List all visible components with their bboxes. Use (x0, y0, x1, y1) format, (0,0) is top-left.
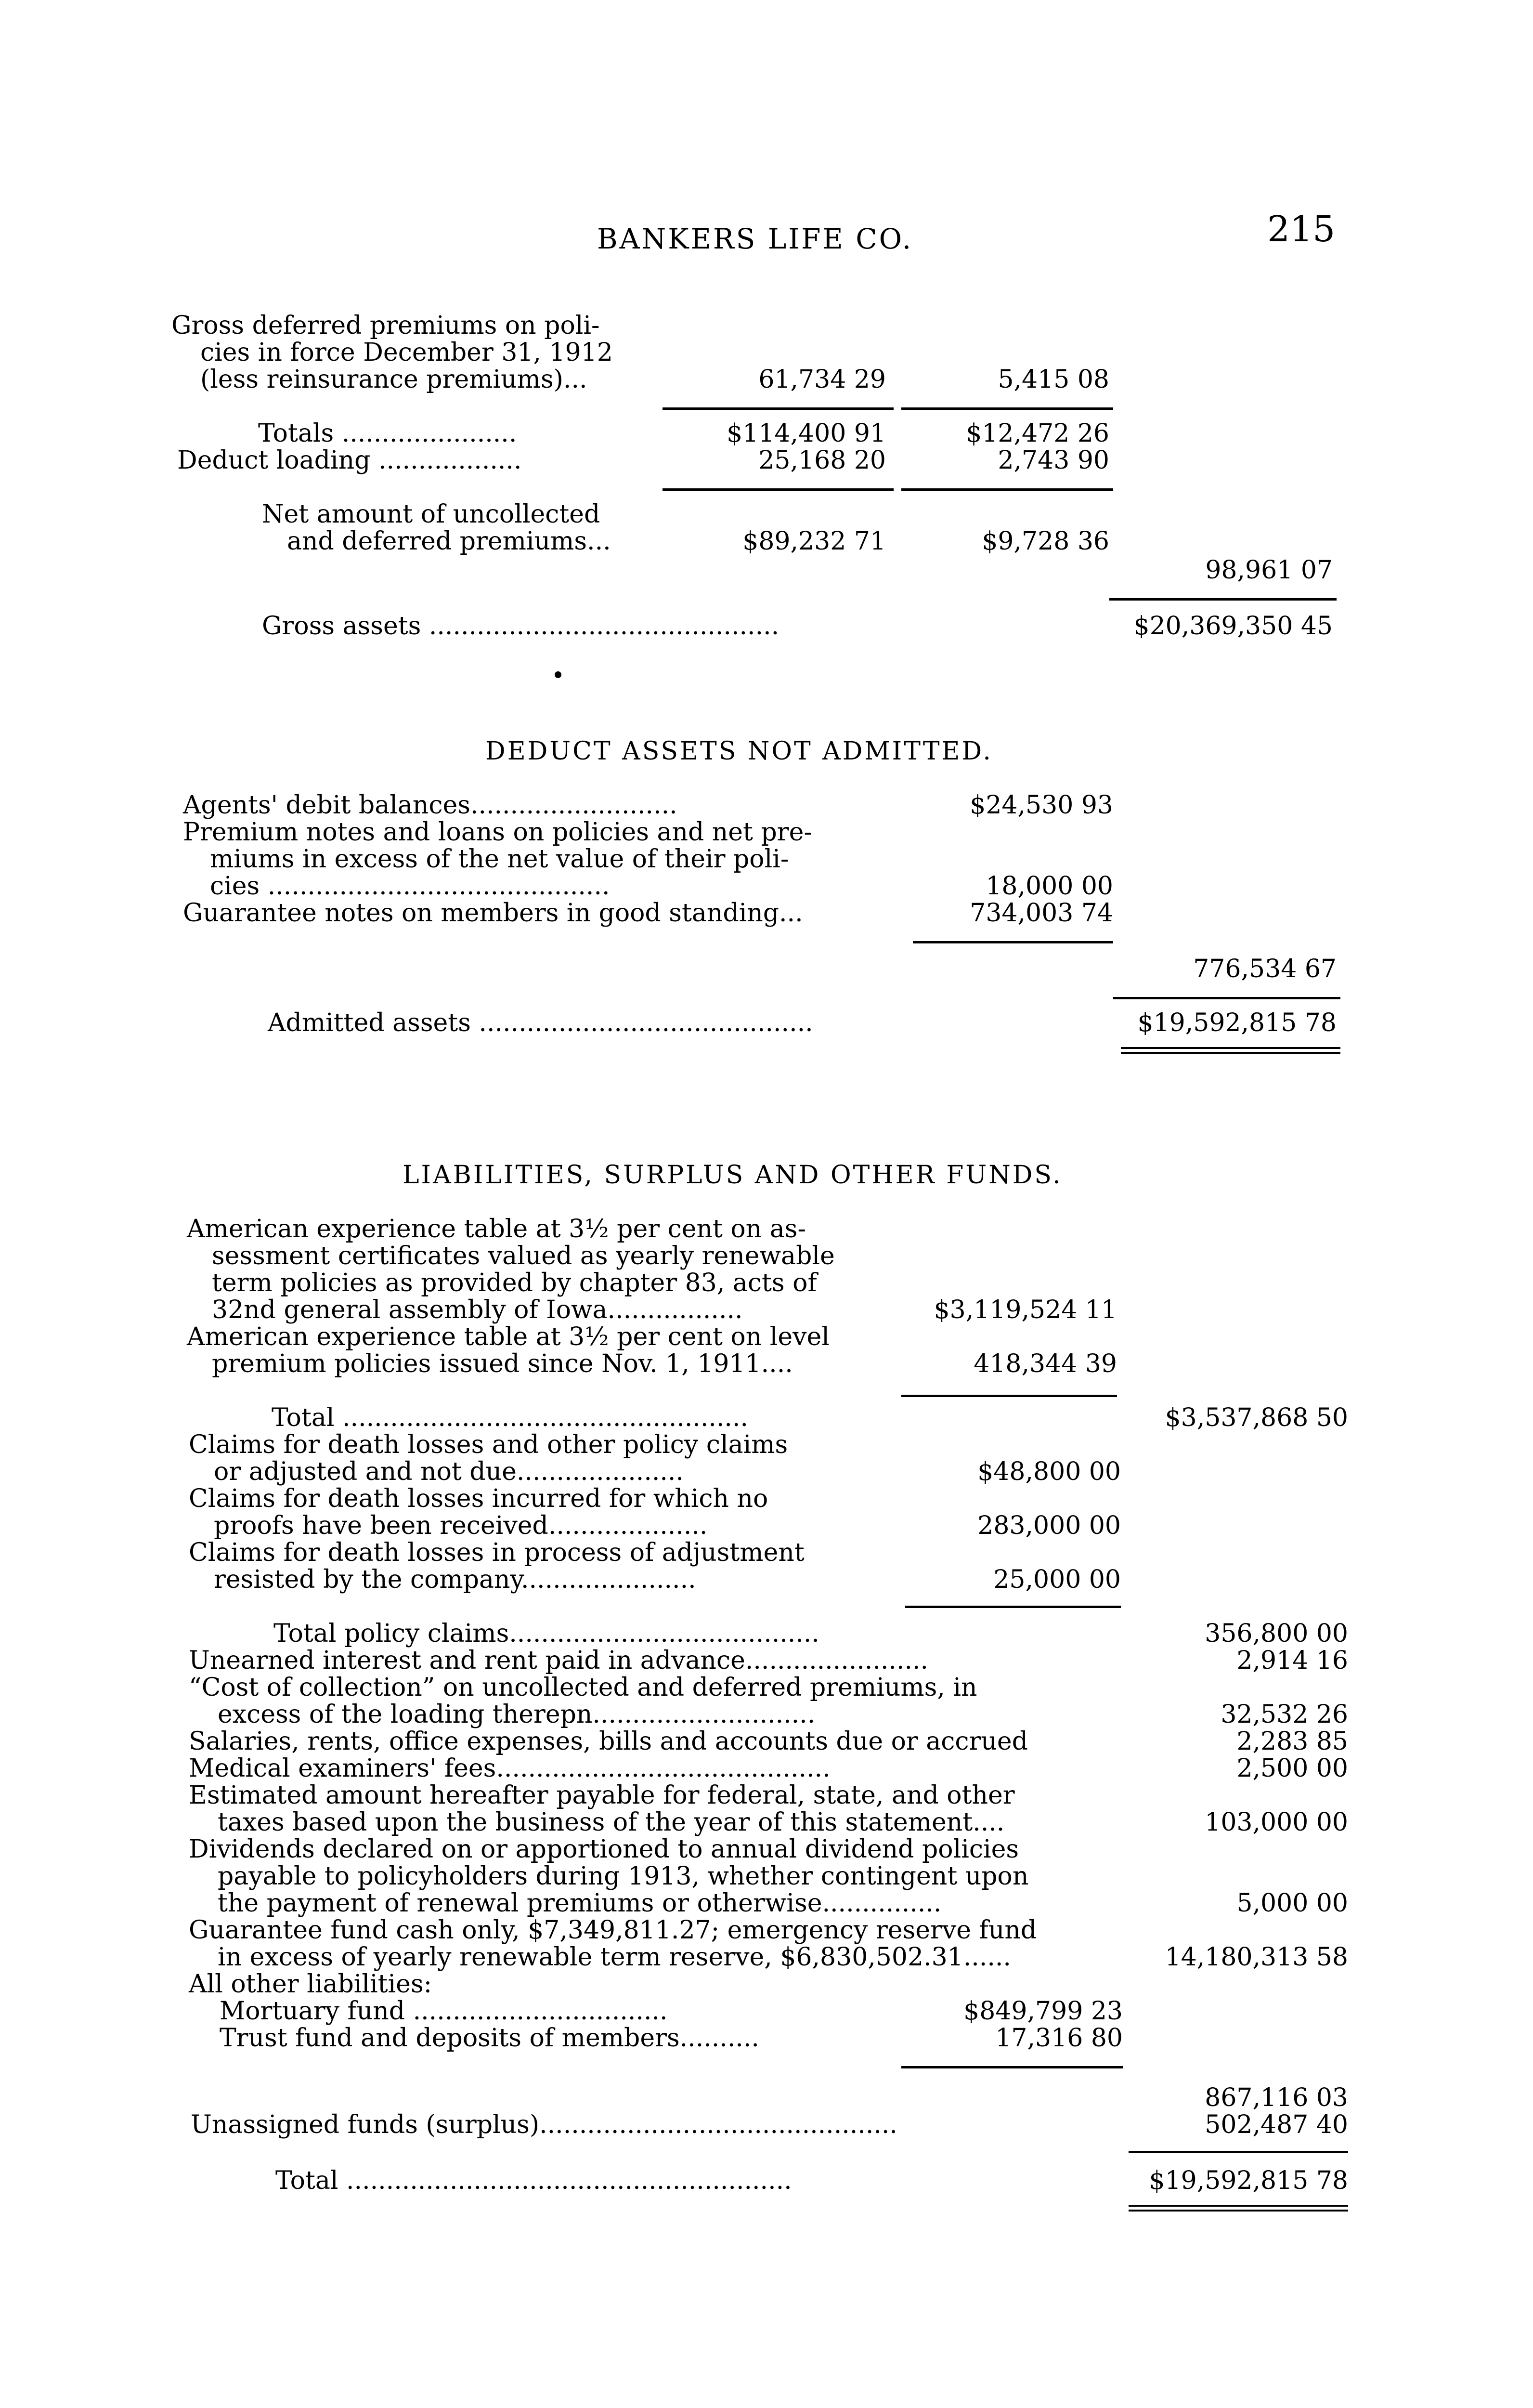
american-1-label-1: American experience table at 3½ per cent on as- (187, 1215, 806, 1243)
gross-deferred-col2: 5,415 08 (998, 365, 1109, 394)
gross-assets-label: Gross assets ............................................ (262, 612, 779, 641)
cost-value: 32,532 26 (1221, 1700, 1348, 1729)
net-amount-label-2: and deferred premiums... (287, 527, 611, 556)
reserve-total-value: $3,537,868 50 (1165, 1403, 1348, 1432)
trust-label: Trust fund and deposits of members.......... (220, 2024, 759, 2053)
deduct-loading-label: Deduct loading .................. (177, 446, 522, 475)
all-other-label: All other liabilities: (189, 1970, 432, 1999)
dividends-value: 5,000 00 (1236, 1889, 1348, 1918)
gross-assets-total: $20,369,350 45 (1133, 612, 1333, 641)
admitted-assets-total: $19,592,815 78 (1137, 1008, 1337, 1037)
premium-notes-value: 18,000 00 (986, 872, 1113, 901)
column-rule (901, 1395, 1117, 1397)
american-1-value: $3,119,524 11 (934, 1296, 1117, 1324)
section-title-liabilities: LIABILITIES, SURPLUS AND OTHER FUNDS. (403, 1161, 1063, 1190)
agents-value: $24,530 93 (970, 791, 1113, 820)
totals-col2: $12,472 26 (966, 419, 1109, 448)
premium-notes-label-2: miums in excess of the net value of their poli- (210, 845, 789, 874)
unearned-value: 2,914 16 (1236, 1646, 1348, 1675)
dividends-label-2: payable to policyholders during 1913, whether contingent upon (218, 1862, 1029, 1891)
salaries-value: 2,283 85 (1236, 1727, 1348, 1756)
claims-3-value: 25,000 00 (993, 1565, 1121, 1594)
running-title: BANKERS LIFE CO. (597, 222, 913, 255)
medical-value: 2,500 00 (1236, 1754, 1348, 1783)
column-rule (663, 407, 894, 410)
grand-total-value: $19,592,815 78 (1149, 2166, 1348, 2195)
total-policy-claims-label: Total policy claims....................................... (273, 1619, 819, 1648)
gross-deferred-label-1: Gross deferred premiums on poli- (171, 311, 600, 340)
agents-label: Agents' debit balances.......................... (183, 791, 677, 820)
net-amount-label-1: Net amount of uncollected (262, 500, 600, 529)
claims-1-label-2: or adjusted and not due..................... (214, 1457, 684, 1486)
estimated-value: 103,000 00 (1205, 1808, 1348, 1837)
claims-2-value: 283,000 00 (977, 1511, 1121, 1540)
column-rule (905, 1606, 1121, 1608)
claims-3-label-2: resisted by the company...................... (214, 1565, 696, 1594)
total-policy-claims-value: 356,800 00 (1205, 1619, 1348, 1648)
american-1-label-2: sessment certificates valued as yearly renewable (212, 1242, 835, 1270)
guarantee-notes-label: Guarantee notes on members in good standing... (183, 899, 803, 928)
double-rule (1121, 1047, 1340, 1054)
other-liabilities-total: 867,116 03 (1205, 2083, 1348, 2112)
column-rule (663, 488, 894, 491)
estimated-label-1: Estimated amount hereafter payable for federal, state, and other (189, 1781, 1015, 1810)
column-rule (901, 407, 1113, 410)
net-amount-col1: $89,232 71 (742, 527, 886, 556)
guarantee-notes-value: 734,003 74 (970, 899, 1113, 928)
stray-dot (555, 671, 561, 678)
dividends-label-1: Dividends declared on or apportioned to annual dividend policies (189, 1835, 1019, 1864)
claims-3-label-1: Claims for death losses in process of adjustment (189, 1538, 805, 1567)
claims-1-label-1: Claims for death losses and other policy claims (189, 1430, 788, 1459)
unassigned-label: Unassigned funds (surplus)............................................. (191, 2110, 897, 2139)
net-amount-total: 98,961 07 (1205, 556, 1333, 585)
dividends-label-3: the payment of renewal premiums or otherwise............... (218, 1889, 942, 1918)
premium-notes-label-1: Premium notes and loans on policies and net pre- (183, 818, 812, 847)
guarantee-label-2: in excess of yearly renewable term reserve, $6,830,502.31...... (218, 1943, 1011, 1972)
american-2-value: 418,344 39 (974, 1349, 1117, 1378)
mortuary-label: Mortuary fund ................................ (220, 1997, 668, 2026)
grand-total-label: Total ........................................................ (275, 2166, 792, 2195)
totals-label: Totals ...................... (258, 419, 517, 448)
total-rule (1113, 997, 1340, 999)
double-rule (1129, 2205, 1348, 2212)
deduct-loading-col2: 2,743 90 (998, 446, 1109, 475)
reserve-total-label: Total ................................................... (272, 1403, 749, 1432)
claims-1-value: $48,800 00 (977, 1457, 1121, 1486)
claims-2-label-2: proofs have been received.................... (214, 1511, 708, 1540)
gross-deferred-label-3: (less reinsurance premiums)... (200, 365, 587, 394)
trust-value: 17,316 80 (995, 2024, 1123, 2053)
cost-label-2: excess of the loading therepn............................ (218, 1700, 816, 1729)
salaries-label: Salaries, rents, office expenses, bills and accounts due or accrued (189, 1727, 1028, 1756)
section-title-not-admitted: DEDUCT ASSETS NOT ADMITTED. (485, 737, 993, 766)
premium-notes-label-3: cies ........................................... (210, 872, 610, 901)
american-2-label-1: American experience table at 3½ per cent on level (187, 1322, 830, 1351)
medical-label: Medical examiners' fees.......................................... (189, 1754, 831, 1783)
claims-2-label-1: Claims for death losses incurred for which no (189, 1484, 768, 1513)
totals-col1: $114,400 91 (727, 419, 886, 448)
cost-label-1: “Cost of collection” on uncollected and deferred premiums, in (189, 1673, 977, 1702)
american-1-label-3: term policies as provided by chapter 83, acts of (212, 1269, 817, 1297)
deduct-loading-col1: 25,168 20 (758, 446, 886, 475)
unassigned-value: 502,487 40 (1205, 2110, 1348, 2139)
estimated-label-2: taxes based upon the business of the year of this statement.... (218, 1808, 1005, 1837)
net-amount-col2: $9,728 36 (982, 527, 1109, 556)
page-number: 215 (1267, 209, 1336, 250)
subtotal-rule (913, 941, 1113, 943)
guarantee-label-1: Guarantee fund cash only, $7,349,811.27; emergency reserve fund (189, 1916, 1037, 1945)
unearned-label: Unearned interest and rent paid in advance....................... (189, 1646, 929, 1675)
guarantee-value: 14,180,313 58 (1165, 1943, 1348, 1972)
admitted-assets-label: Admitted assets .......................................... (268, 1008, 813, 1037)
column-rule (901, 488, 1113, 491)
mortuary-value: $849,799 23 (963, 1997, 1123, 2026)
gross-deferred-label-2: cies in force December 31, 1912 (200, 338, 613, 367)
gross-deferred-col1: 61,734 29 (758, 365, 886, 394)
total-rule (1129, 2151, 1348, 2153)
total-rule (1109, 598, 1337, 601)
not-admitted-subtotal: 776,534 67 (1193, 955, 1337, 983)
american-1-label-4: 32nd general assembly of Iowa................. (212, 1296, 743, 1324)
american-2-label-2: premium policies issued since Nov. 1, 1911.... (212, 1349, 793, 1378)
column-rule (901, 2066, 1123, 2068)
